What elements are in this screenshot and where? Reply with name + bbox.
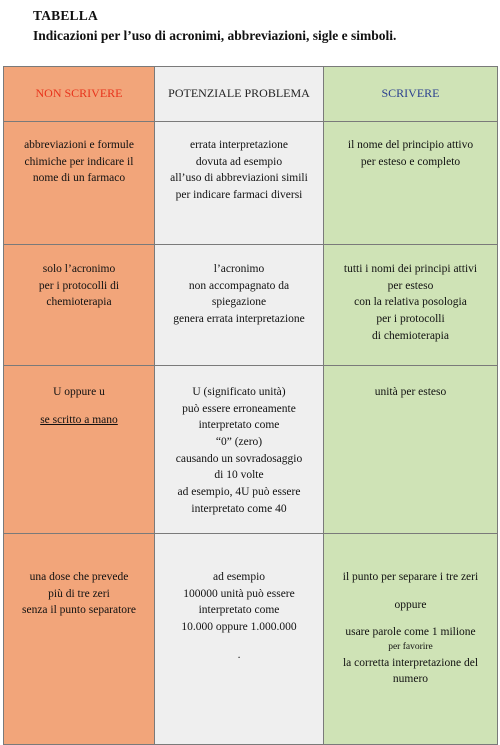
cell-text: genera errata interpretazione [173, 313, 305, 326]
cell-text: la corretta interpretazione del [342, 656, 479, 669]
cell-text: di 10 volte [214, 469, 264, 482]
cell-text: spiegazione [211, 296, 267, 309]
cell-problema [155, 122, 324, 245]
cell-text: il nome del principio attivo [347, 139, 474, 151]
cell-scrivere [324, 366, 498, 534]
cell-text: abbreviazioni e formule [24, 139, 134, 151]
cell-text: più di tre zeri [48, 587, 110, 600]
cell-problema [155, 534, 324, 745]
cell-text: all’uso di abbreviazioni simili [170, 172, 308, 185]
header-potenziale-problema: POTENZIALE PROBLEMA [155, 67, 324, 122]
cell-text: tutti i nomi dei principi attivi [343, 263, 478, 275]
header-non-scrivere: NON SCRIVERE [4, 67, 155, 122]
cell-text: una dose che prevede [29, 571, 129, 583]
cell-text: U (significato unità) [192, 386, 286, 398]
cell-non-scrivere [4, 122, 155, 245]
guidelines-table [3, 66, 498, 745]
cell-text: ad esempio [212, 571, 266, 583]
cell-text: 100000 unità può essere [183, 587, 295, 600]
cell-text: il punto per separare i tre zeri [342, 571, 479, 583]
cell-text: l’acronimo [213, 263, 265, 275]
cell-text: causando un sovradosaggio [175, 452, 303, 465]
cell-text: per i protocolli di [38, 279, 120, 292]
document-subtitle: Indicazioni per l’uso di acronimi, abbreviazioni, sigle e simboli. [33, 28, 397, 43]
header-scrivere: SCRIVERE [324, 67, 498, 122]
cell-text: ad esempio, 4U può essere [177, 486, 301, 499]
cell-text: numero [392, 673, 429, 686]
cell-text: usare parole come 1 milione [345, 626, 476, 639]
cell-text: interpretato come [198, 419, 280, 432]
cell-text: interpretato come 40 [191, 502, 287, 515]
cell-text: chimiche per indicare il [24, 155, 134, 168]
cell-text: “0” (zero) [215, 436, 263, 449]
cell-text: chemioterapia [46, 296, 112, 309]
cell-non-scrivere [4, 534, 155, 745]
table-row [4, 245, 498, 366]
cell-scrivere [324, 122, 498, 245]
cell-text: oppure [394, 598, 427, 611]
cell-text: per esteso [387, 279, 434, 292]
cell-text-small: per favorire [388, 642, 433, 653]
cell-problema [155, 245, 324, 366]
table-row [4, 534, 498, 745]
cell-text: può essere erroneamente [182, 402, 296, 415]
cell-scrivere [324, 245, 498, 366]
cell-text: senza il punto separatore [22, 604, 136, 617]
cell-text: di chemioterapia [372, 329, 449, 342]
cell-text-underlined: se scritto a mano [40, 413, 118, 426]
cell-text: per i protocolli [376, 313, 445, 326]
cell-text: solo l’acronimo [42, 263, 116, 275]
cell-non-scrivere [4, 245, 155, 366]
cell-dot: . [237, 648, 241, 661]
table-header-row [4, 67, 498, 122]
cell-text: errata interpretazione [189, 139, 288, 151]
table-row [4, 122, 498, 245]
cell-text: per indicare farmaci diversi [175, 189, 303, 202]
cell-text: non accompagnato da [188, 279, 290, 292]
cell-text: nome di un farmaco [32, 172, 126, 185]
cell-text: dovuta ad esempio [195, 155, 283, 168]
cell-scrivere [324, 534, 498, 745]
cell-non-scrivere [4, 366, 155, 534]
document-title: TABELLA [33, 8, 98, 23]
cell-text: per esteso e completo [360, 155, 461, 168]
cell-text: con la relativa posologia [354, 296, 467, 309]
cell-text: interpretato come [198, 604, 280, 617]
cell-text: U oppure u [53, 386, 105, 398]
cell-text: 10.000 oppure 1.000.000 [181, 621, 297, 634]
cell-problema [155, 366, 324, 534]
cell-text: unità per esteso [374, 386, 447, 398]
table-row [4, 366, 498, 534]
